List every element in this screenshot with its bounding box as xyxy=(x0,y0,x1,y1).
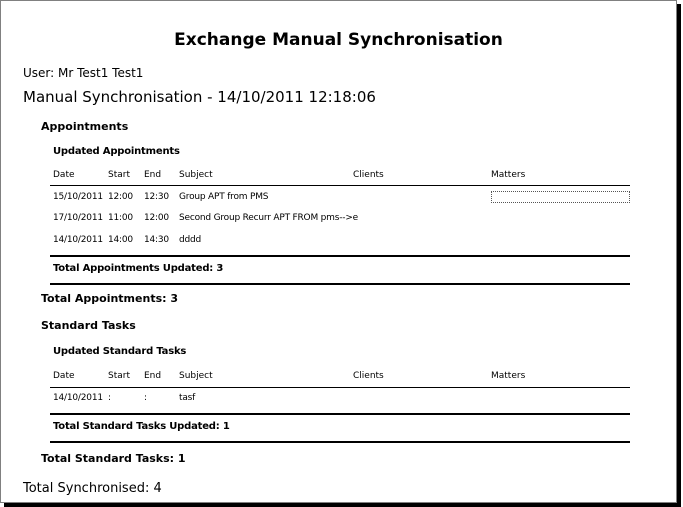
column-header-clients: Clients xyxy=(353,371,384,381)
updated-standard-tasks-title: Updated Standard Tasks xyxy=(53,346,187,357)
cell-subject: Second Group Recurr APT FROM pms-->e xyxy=(179,213,359,223)
total-synchronised: Total Synchronised: 4 xyxy=(23,481,162,496)
appointments-section-title: Appointments xyxy=(41,120,129,133)
updated-appointments-title: Updated Appointments xyxy=(53,146,180,157)
column-header-subject: Subject xyxy=(179,371,213,381)
column-header-clients: Clients xyxy=(353,170,384,180)
column-header-start: Start xyxy=(108,170,130,180)
cell-end: 12:00 xyxy=(144,213,169,223)
tasks-header-rule xyxy=(50,387,630,388)
page-shadow-right xyxy=(677,4,681,507)
total-standard-tasks-updated: Total Standard Tasks Updated: 1 xyxy=(53,421,230,432)
tasks-total-rule-bottom xyxy=(50,441,630,443)
column-header-subject: Subject xyxy=(179,170,213,180)
cell-end: : xyxy=(144,393,147,403)
column-header-end: End xyxy=(144,170,162,180)
total-appointments-updated: Total Appointments Updated: 3 xyxy=(53,263,224,274)
total-appointments: Total Appointments: 3 xyxy=(41,292,179,305)
cell-start: 11:00 xyxy=(108,213,133,223)
cell-date: 14/10/2011 xyxy=(53,235,103,245)
column-header-end: End xyxy=(144,371,162,381)
standard-tasks-section-title: Standard Tasks xyxy=(41,319,136,332)
cell-start: : xyxy=(108,393,111,403)
appointments-header-rule xyxy=(50,185,630,186)
column-header-matters: Matters xyxy=(491,371,526,381)
tasks-total-rule-top xyxy=(50,413,630,415)
matters-field-focus[interactable] xyxy=(491,191,630,203)
cell-subject: dddd xyxy=(179,235,202,245)
column-header-date: Date xyxy=(53,170,75,180)
sync-timestamp: Manual Synchronisation - 14/10/2011 12:18:06 xyxy=(23,88,376,106)
user-line: User: Mr Test1 Test1 xyxy=(23,66,144,80)
appointments-total-rule-top xyxy=(50,255,630,257)
cell-date: 15/10/2011 xyxy=(53,192,103,202)
column-header-matters: Matters xyxy=(491,170,526,180)
cell-date: 17/10/2011 xyxy=(53,213,103,223)
column-header-start: Start xyxy=(108,371,130,381)
appointments-total-rule-bottom xyxy=(50,283,630,285)
page-shadow-bottom xyxy=(4,503,681,507)
cell-subject: Group APT from PMS xyxy=(179,192,269,202)
total-standard-tasks: Total Standard Tasks: 1 xyxy=(41,452,186,465)
report-title: Exchange Manual Synchronisation xyxy=(174,30,503,50)
cell-start: 12:00 xyxy=(108,192,133,202)
cell-end: 12:30 xyxy=(144,192,169,202)
column-header-date: Date xyxy=(53,371,75,381)
cell-start: 14:00 xyxy=(108,235,133,245)
cell-date: 14/10/2011 xyxy=(53,393,103,403)
cell-subject: tasf xyxy=(179,393,196,403)
cell-end: 14:30 xyxy=(144,235,169,245)
